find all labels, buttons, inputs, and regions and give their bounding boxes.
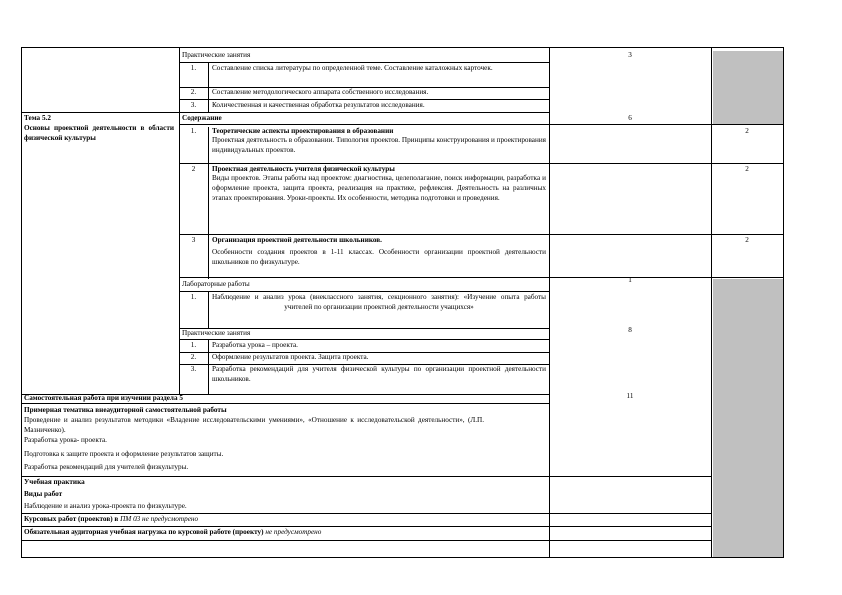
practical-1-num-1: 1. <box>190 64 197 72</box>
content-text-3: Особенности создания проектов в 1-11 классах. Особенности организации проектной деятельности школьников по физкультуре. <box>212 248 546 266</box>
practical-1-text-3: Количественная и качественная обработка результатов исследования. <box>212 101 425 109</box>
self-study-hours: 11 <box>626 392 634 400</box>
practical-2-header: Практические занятия <box>182 329 251 337</box>
coursework-note: ПМ 03 не предусмотрено <box>120 515 199 523</box>
practical-1-num-2: 2. <box>190 88 197 96</box>
practice-line: Наблюдение и анализ урока-проекта по физкультуре. <box>24 502 187 510</box>
topic-title: Тема 5.2 <box>24 114 51 122</box>
content-num-1: 1. <box>190 127 197 135</box>
practical-1-hours: 3 <box>628 51 632 59</box>
content-hours: 6 <box>628 114 632 122</box>
content-text-2: Виды проектов. Этапы работы над проектом: диагностика, целеполагание, поиск информации, разработка и оформление проекта, защита проекта, реализация на практике, рефлексия. Деятельность на различных этапах проектирования. Уроки-проекты. Их особенности, методика подготовки и проведения. <box>212 174 546 202</box>
content-level-2: 2 <box>745 165 749 173</box>
self-study-line-1: Проведение и анализ результатов методики «Владение исследовательскими умениями», «Отношение к исследовательской деятельности», (Л.П. Мазниченко). <box>24 416 484 434</box>
practice-header: Учебная практика <box>24 478 85 486</box>
self-study-line-2: Разработка урока- проекта. <box>24 436 107 444</box>
shade-bottom <box>713 279 783 557</box>
self-study-line-4: Разработка рекомендаций для учителей физкультуры. <box>24 463 189 471</box>
lab-num-1: 1. <box>190 293 197 301</box>
mandatory-note: не предусмотрено <box>265 528 322 536</box>
content-level-3: 2 <box>745 236 749 244</box>
content-title-3: Организация проектной деятельности школьников. <box>212 236 382 244</box>
mandatory-row <box>24 528 321 538</box>
practical-1-text-1: Составление списка литературы по определенной теме. Составление каталожных карточек. <box>212 64 493 72</box>
content-text-1: Проектная деятельность в образовании. Типология проектов. Принципы конструирования и проектирования индивидуальных проектов. <box>212 136 546 154</box>
practical-1-header: Практические занятия <box>182 51 251 59</box>
practical-2-text-1: Разработка урока – проекта. <box>212 341 298 349</box>
practical-1-num-3: 3. <box>190 101 197 109</box>
practical-2-num-3: 3. <box>190 365 197 373</box>
mandatory-label: Обязательная аудиторная учебная нагрузка по курсовой работе (проекту) <box>24 528 266 536</box>
practical-1-text-2: Составление методологического аппарата собственного исследования. <box>212 88 429 96</box>
lab-hours: 1 <box>628 276 632 284</box>
practical-2-num-1: 1. <box>190 341 197 349</box>
self-study-header: Самостоятельная работа при изучении раздела 5 <box>24 394 183 402</box>
self-study-line-3: Подготовка к защите проекта и оформление результатов защиты. <box>24 450 224 458</box>
practical-2-hours: 8 <box>628 326 632 334</box>
self-study-subheader: Примерная тематика внеаудиторной самостоятельной работы <box>24 406 227 414</box>
content-level-1: 2 <box>745 127 749 135</box>
lab-text-1: Наблюдение и анализ урока (внеклассного занятия, секционного занятия): «Изучение опыта работы учителей по организации проектной деятельности учащихся» <box>212 293 546 311</box>
practical-2-num-2: 2. <box>190 353 197 361</box>
content-num-3: 3 <box>191 236 196 244</box>
practice-sub: Виды работ <box>24 490 63 498</box>
shade-top <box>713 51 783 124</box>
coursework-label: Курсовых работ (проектов) в <box>24 515 121 523</box>
content-num-2: 2 <box>191 165 196 173</box>
topic-name: Основы проектной деятельности в области физической культуры <box>24 124 174 142</box>
content-header: Содержание <box>182 114 222 122</box>
lab-header: Лабораторные работы <box>182 280 250 288</box>
practical-2-text-2: Оформление результатов проекта. Защита проекта. <box>212 353 369 361</box>
content-title-1: Теоретические аспекты проектирования в образовании <box>212 127 394 135</box>
content-title-2: Проектная деятельность учителя физической культуры <box>212 165 395 173</box>
curriculum-table <box>21 47 784 558</box>
practical-2-text-3: Разработка рекомендаций для учителя физической культуры по организации проектной деятельности школьников. <box>212 365 546 383</box>
coursework-row <box>24 515 198 525</box>
